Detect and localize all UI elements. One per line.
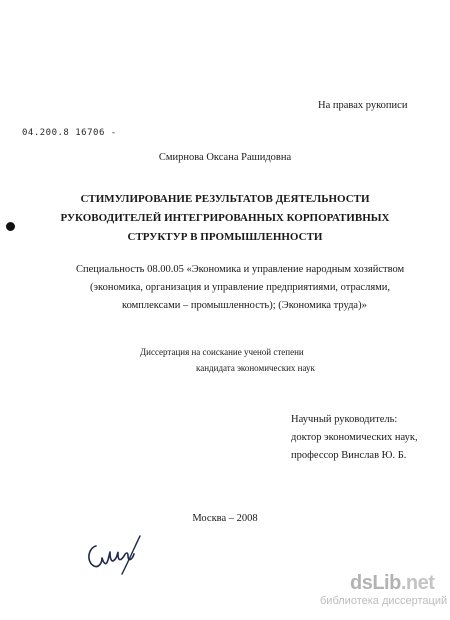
title-line: СТРУКТУР В ПРОМЫШЛЕННОСТИ [127,231,323,243]
specialty-line: комплексами – промышленность); (Экономика труда)» [122,300,367,311]
supervisor-block [291,411,418,465]
supervisor-line: профессор Винслав Ю. Б. [291,450,407,461]
specialty-line: (экономика, организация и управление предприятиями, отраслями, [90,282,391,293]
watermark-logo-main: dsLib [350,572,401,594]
title-line: РУКОВОДИТЕЛЕЙ ИНТЕГРИРОВАННЫХ КОРПОРАТИВНЫХ [60,212,390,224]
archive-stamp-number: 04.200.8 16706 - [22,128,117,138]
specialty-line: Специальность 08.00.05 «Экономика и управление народным хозяйством [76,264,405,275]
place-and-year: Москва – 2008 [192,513,258,524]
dissertation-title [0,190,450,247]
watermark-logo [320,573,448,593]
degree-line: кандидата экономических наук [196,363,315,373]
degree-statement [140,344,315,376]
watermark-caption: библиотека диссертаций [320,595,448,607]
watermark-logo-tld: .net [400,572,435,594]
handwritten-signature [82,528,148,580]
supervisor-line: доктор экономических наук, [291,432,418,443]
supervisor-line: Научный руководитель: [291,414,398,425]
rights-notice: На правах рукописи [318,100,408,111]
title-line: СТИМУЛИРОВАНИЕ РЕЗУЛЬТАТОВ ДЕЯТЕЛЬНОСТИ [80,193,370,205]
author-name: Смирнова Оксана Рашидовна [158,152,292,163]
degree-line: Диссертация на соискание ученой степени [140,347,304,357]
watermark [320,573,448,608]
specialty-block [76,261,404,315]
